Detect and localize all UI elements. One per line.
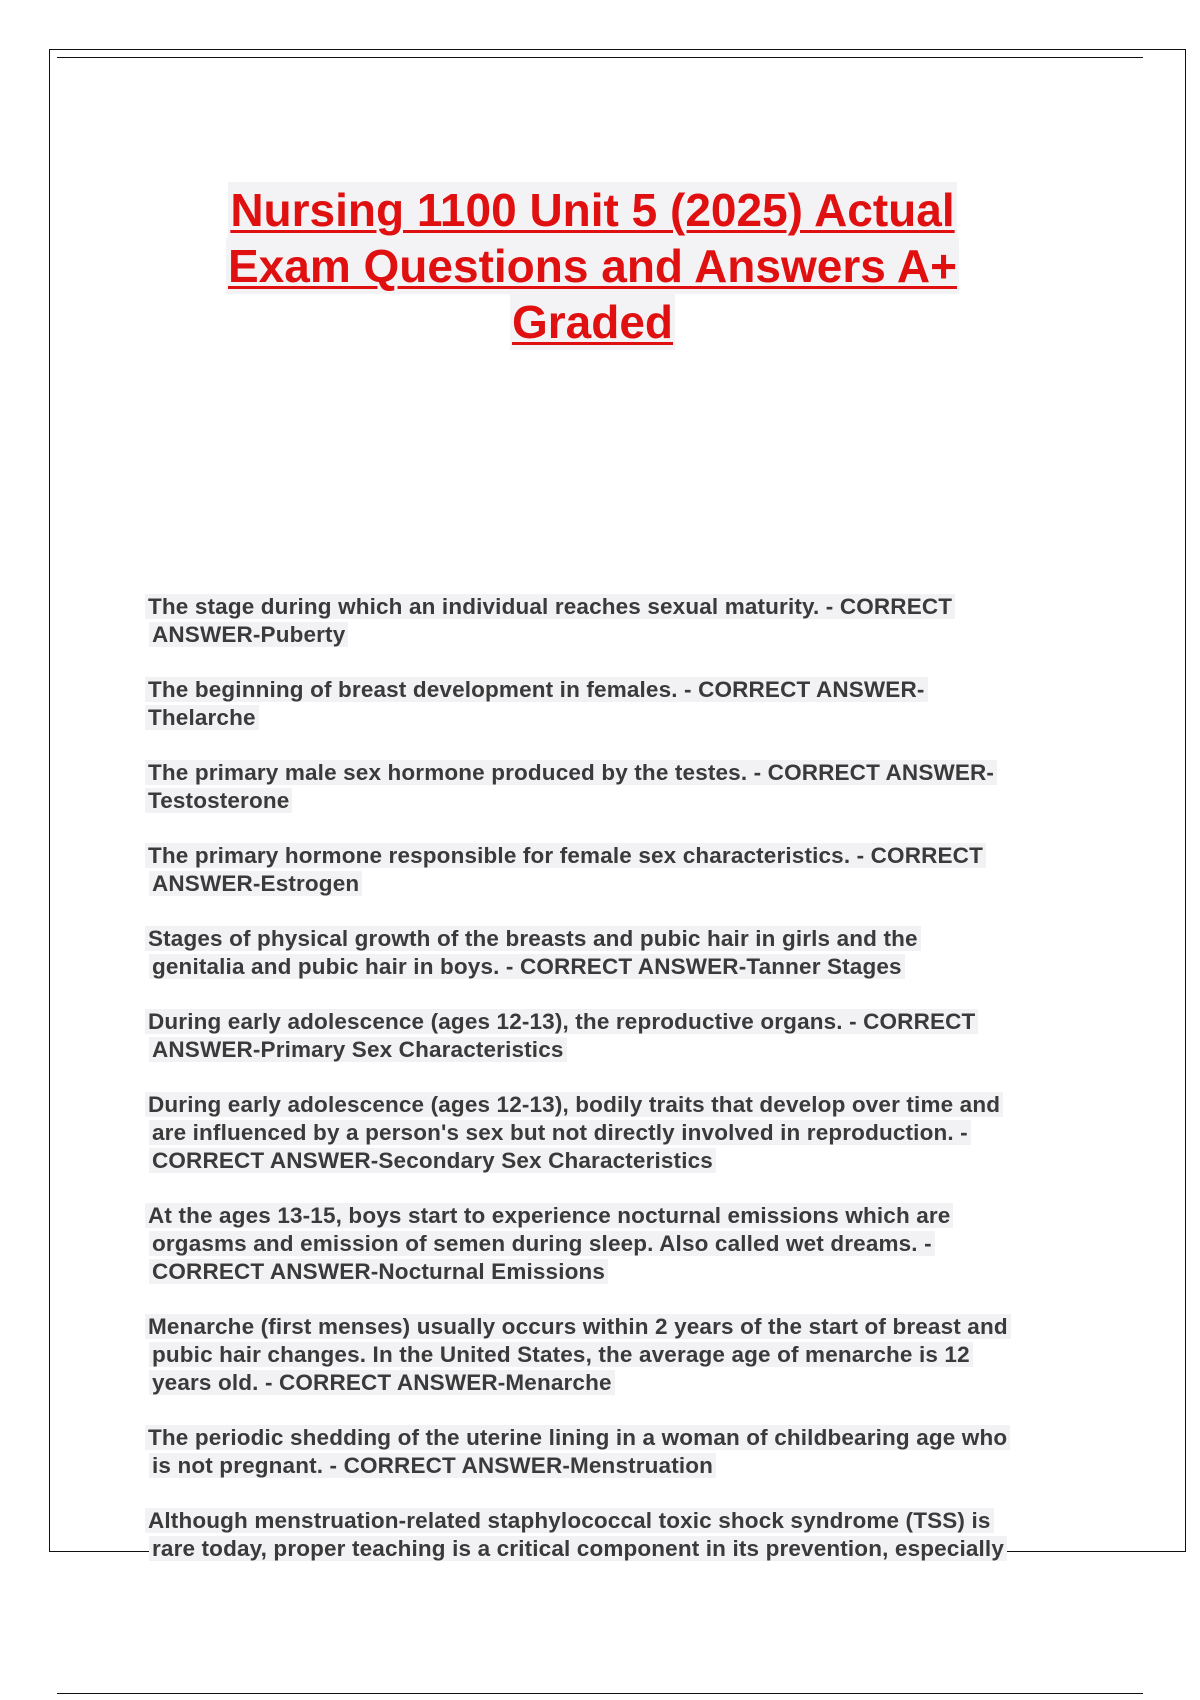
qa-line-text: ANSWER-Primary Sex Characteristics [149, 1037, 567, 1062]
qa-line [145, 1313, 1095, 1341]
qa-line-text: Although menstruation-related staphylococcal toxic shock syndrome (TSS) is [145, 1508, 994, 1533]
qa-line [145, 1507, 1095, 1535]
qa-line-text: ANSWER-Estrogen [149, 871, 362, 896]
qa-line-text: During early adolescence (ages 12-13), the reproductive organs. - CORRECT [145, 1009, 978, 1034]
qa-line-text: The primary male sex hormone produced by the testes. - CORRECT ANSWER- [145, 760, 997, 785]
qa-item [145, 676, 1095, 732]
qa-line-text: The stage during which an individual reaches sexual maturity. - CORRECT [145, 594, 955, 619]
qa-line-text: Testosterone [145, 788, 292, 813]
qa-line [145, 1036, 1095, 1064]
qa-item [145, 1091, 1095, 1175]
qa-line-text: The primary hormone responsible for female sex characteristics. - CORRECT [145, 843, 986, 868]
qa-line [145, 870, 1095, 898]
qa-line [145, 1369, 1095, 1397]
qa-line [145, 1230, 1095, 1258]
document-title [150, 182, 1035, 350]
qa-line [145, 676, 1095, 704]
qa-item [145, 759, 1095, 815]
qa-item [145, 1507, 1095, 1563]
qa-item [145, 925, 1095, 981]
qa-item [145, 1313, 1095, 1397]
qa-line-text: Menarche (first menses) usually occurs within 2 years of the start of breast and [145, 1314, 1011, 1339]
qa-item [145, 1008, 1095, 1064]
qa-line-text: During early adolescence (ages 12-13), bodily traits that develop over time and [145, 1092, 1003, 1117]
qa-line [145, 1424, 1095, 1452]
qa-line [145, 1147, 1095, 1175]
qa-line [145, 1535, 1095, 1563]
title-line-1: Nursing 1100 Unit 5 (2025) Actual [230, 184, 955, 236]
qa-item [145, 1202, 1095, 1286]
qa-line-text: CORRECT ANSWER-Nocturnal Emissions [149, 1259, 608, 1284]
qa-line-text: Thelarche [145, 705, 259, 730]
qa-line-text: are influenced by a person's sex but not directly involved in reproduction. - [149, 1120, 971, 1145]
qa-line [145, 621, 1095, 649]
qa-line [145, 1341, 1095, 1369]
qa-line [145, 593, 1095, 621]
qa-line [145, 759, 1095, 787]
qa-line-text: is not pregnant. - CORRECT ANSWER-Menstruation [149, 1453, 716, 1478]
qa-line-text: rare today, proper teaching is a critical component in its prevention, especially [149, 1536, 1007, 1561]
qa-line [145, 1008, 1095, 1036]
qa-line-text: ANSWER-Puberty [149, 622, 348, 647]
qa-list [145, 593, 1095, 1563]
qa-line-text: pubic hair changes. In the United States, the average age of menarche is 12 [149, 1342, 973, 1367]
qa-line [145, 1258, 1095, 1286]
qa-line [145, 787, 1095, 815]
qa-line [145, 925, 1095, 953]
title-line-3: Graded [511, 296, 674, 348]
qa-item [145, 593, 1095, 649]
title-line-2: Exam Questions and Answers A+ [228, 240, 957, 292]
qa-line-text: CORRECT ANSWER-Secondary Sex Characteristics [149, 1148, 716, 1173]
bottom-rule [57, 1693, 1143, 1694]
qa-line [145, 704, 1095, 732]
qa-line-text: years old. - CORRECT ANSWER-Menarche [149, 1370, 615, 1395]
qa-line-text: The periodic shedding of the uterine lining in a woman of childbearing age who [145, 1425, 1010, 1450]
qa-line-text: genitalia and pubic hair in boys. - CORRECT ANSWER-Tanner Stages [149, 954, 905, 979]
qa-line [145, 1119, 1095, 1147]
qa-line-text: The beginning of breast development in females. - CORRECT ANSWER- [145, 677, 928, 702]
qa-line [145, 1202, 1095, 1230]
qa-item [145, 842, 1095, 898]
qa-line-text: Stages of physical growth of the breasts and pubic hair in girls and the [145, 926, 921, 951]
qa-line [145, 1091, 1095, 1119]
qa-line [145, 1452, 1095, 1480]
qa-line [145, 953, 1095, 981]
qa-line-text: At the ages 13-15, boys start to experience nocturnal emissions which are [145, 1203, 953, 1228]
qa-line-text: orgasms and emission of semen during sleep. Also called wet dreams. - [149, 1231, 935, 1256]
qa-line [145, 842, 1095, 870]
qa-item [145, 1424, 1095, 1480]
